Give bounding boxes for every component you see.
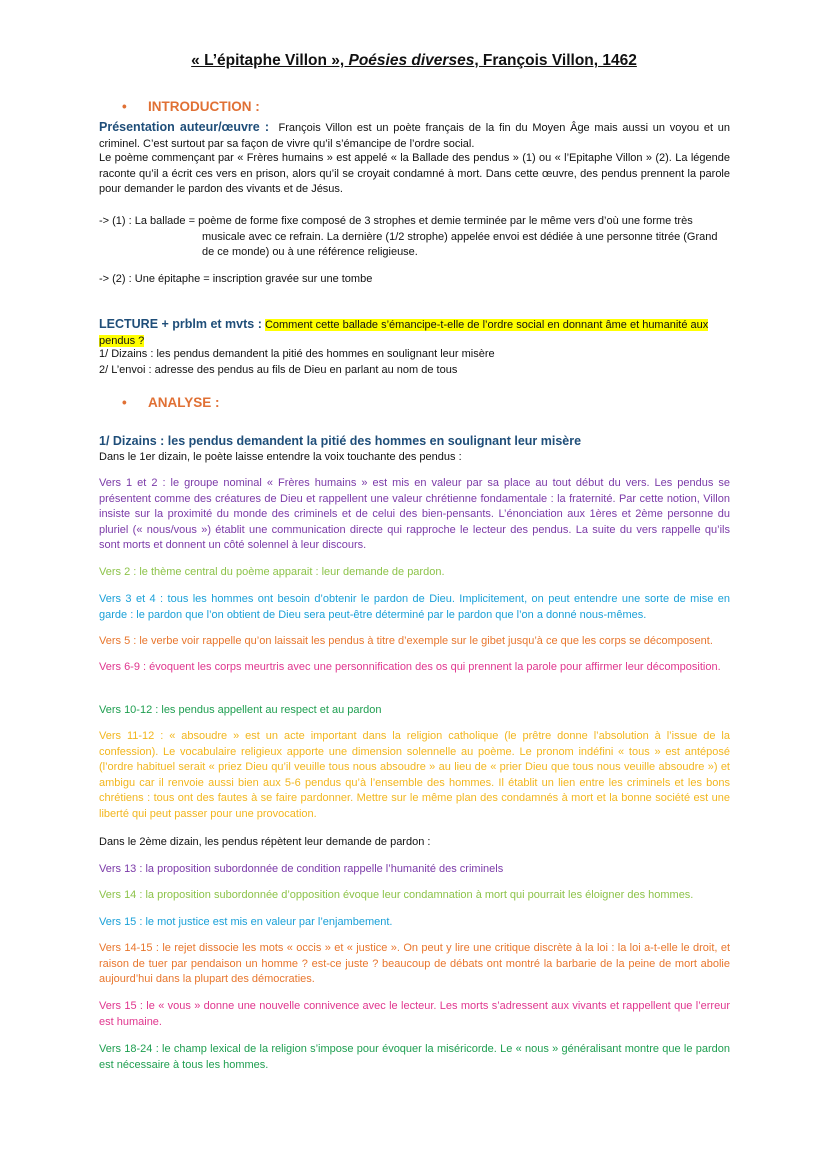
bullet-icon: • <box>122 99 127 114</box>
definition-ballade-rest: musicale avec ce refrain. La dernière (1/2 strophe) appelée envoi est dédiée à une personne titrée (Grand de ce monde) ou à une référence religieuse. <box>202 230 718 259</box>
analysis-item: Vers 10-12 : les pendus appellent au respect et au pardon <box>99 704 382 716</box>
analysis-item: Vers 15 : le mot justice est mis en valeur par l’enjambement. <box>99 916 393 928</box>
intro-paragraph: Le poème commençant par « Frères humains » est appelé « la Ballade des pendus » (1) ou « l’Epitaphe Villon » (2). La légende raconte qu’il a écrit ces vers en prison, alors qu’il se croyait condamné à mort. Dans cette œuvre, des pendus prennent la parole pour demander le pardon des vivants et de Jésus. <box>99 152 730 196</box>
section-1-title: 1/ Dizains : les pendus demandent la pitié des hommes en soulignant leur misère <box>99 434 582 448</box>
bullet-icon: • <box>122 395 127 410</box>
problematique: Comment cette ballade s’émancipe-t-elle de l’ordre social en donnant âme et humanité aux pendus ? <box>99 319 709 347</box>
definition-ballade-first: poème de forme fixe composé de 3 strophes et demie terminée par le même vers d’où une forme très <box>198 215 693 227</box>
definition-ballade-label: -> (1) : La ballade = <box>99 215 199 227</box>
analysis-item: Vers 5 : le verbe voir rappelle qu’on laissait les pendus à titre d’exemple sur le gibet jusqu’à ce que les corps se décomposent. <box>99 635 713 647</box>
analysis-item: Vers 1 et 2 : le groupe nominal « Frères humains » est mis en valeur par sa place au tout début du vers. Les pendus se présentent comme des créatures de Dieu et rappellent une valeur chrétienne fondamentale : la fraternité. Par cette notion, Villon insiste sur la proximité du monde des criminels et de celui des bien-pensants. L’énonciation aux 1ères et 2ème personne du pluriel (« nous/vous ») établit une communication directe qui rapproche le lecteur des pendus. La suite du vers rappelle qu’ils sont morts et donnent un côté solennel à leur discours. <box>99 477 730 552</box>
analysis-item: Vers 18-24 : le champ lexical de la religion s’impose pour évoquer la miséricorde. Le « nous » généralisant montre que le pardon est nécessaire à tous les hommes. <box>99 1043 730 1071</box>
movement-1: 1/ Dizains : les pendus demandent la pitié des hommes en soulignant leur misère <box>99 348 495 360</box>
movement-2: 2/ L’envoi : adresse des pendus au fils de Dieu en parlant au nom de tous <box>99 363 458 376</box>
intro-presentation <box>99 120 730 152</box>
lecture-problem <box>99 316 730 349</box>
analyse-heading <box>122 395 220 411</box>
dizain-2-intro: Dans le 2ème dizain, les pendus répètent leur demande de pardon : <box>99 836 431 848</box>
definition-epitaphe: -> (2) : Une épitaphe = inscription gravée sur une tombe <box>99 273 373 285</box>
presentation-label: Présentation auteur/œuvre : <box>99 120 270 134</box>
title-main: « L’épitaphe Villon », <box>191 52 349 69</box>
analysis-item: Vers 6-9 : évoquent les corps meurtris avec une personnification des os qui prennent la parole pour affirmer leur décomposition. <box>99 661 721 673</box>
lecture-label: LECTURE + prblm et mvts : <box>99 317 262 331</box>
analysis-item: Vers 15 : le « vous » donne une nouvelle connivence avec le lecteur. Les morts s’adressent aux vivants et rappellent que l’erreur est humaine. <box>99 1000 730 1028</box>
dizain-1-intro: Dans le 1er dizain, le poète laisse entendre la voix touchante des pendus : <box>99 451 462 463</box>
title-rest: , François Villon, 1462 <box>474 52 637 69</box>
page-title <box>0 51 828 71</box>
title-work: Poésies diverses <box>348 52 475 69</box>
definition-ballade <box>99 214 730 230</box>
presentation-text: François Villon est un poète français de la fin du Moyen Âge mais aussi un voyou et un criminel. C’est surtout par sa façon de vivre qu’il s’émancipe de l’ordre social. <box>99 122 730 150</box>
analysis-item: Vers 11-12 : « absoudre » est un acte important dans la religion catholique (le prêtre donne l’absolution à l’issue de la confession). Le vocabulaire religieux apporte une dimension solennelle au poème. Le pronom indéfini « tous » est antéposé (l’ordre habituel serait « priez Dieu qu’il veuille tous nous absoudre » au lieu de « prier Dieu que tous nous veuille absoudre ») et ambigu car il renvoie aussi bien aux 5-6 pendus qu’à l’ensemble des hommes. Il établit un lien entre les criminels et les bons chrétiens : tous ont des fautes à se faire pardonner. Mettre sur le même plan des condamnés à mort et la bonne société est une liberté qui peut passer pour une provocation. <box>99 730 730 820</box>
intro-heading-label: INTRODUCTION : <box>148 99 260 114</box>
intro-heading <box>122 99 260 115</box>
analysis-item: Vers 13 : la proposition subordonnée de condition rappelle l’humanité des criminels <box>99 863 504 875</box>
analysis-item: Vers 2 : le thème central du poème apparait : leur demande de pardon. <box>99 566 445 578</box>
analysis-item: Vers 14-15 : le rejet dissocie les mots « occis » et « justice ». On peut y lire une critique discrète à la loi : la loi a-t-elle le droit, et raison de tuer par pendaison un homme ? est-ce juste ? beaucoup de débats ont montré la barbarie de la peine de mort abolie aujourd’hui dans la plupart des démocraties. <box>99 942 730 986</box>
analysis-item: Vers 14 : la proposition subordonnée d’opposition évoque leur condamnation à mort qui pourrait les éloigner des hommes. <box>99 889 694 901</box>
analyse-heading-label: ANALYSE : <box>148 395 220 410</box>
analysis-item: Vers 3 et 4 : tous les hommes ont besoin d’obtenir le pardon de Dieu. Implicitement, on peut entendre une sorte de mise en garde : le pardon que l’on obtient de Dieu sera peut-être déterminé par le pardon que l’on a donné nous-mêmes. <box>99 593 730 621</box>
